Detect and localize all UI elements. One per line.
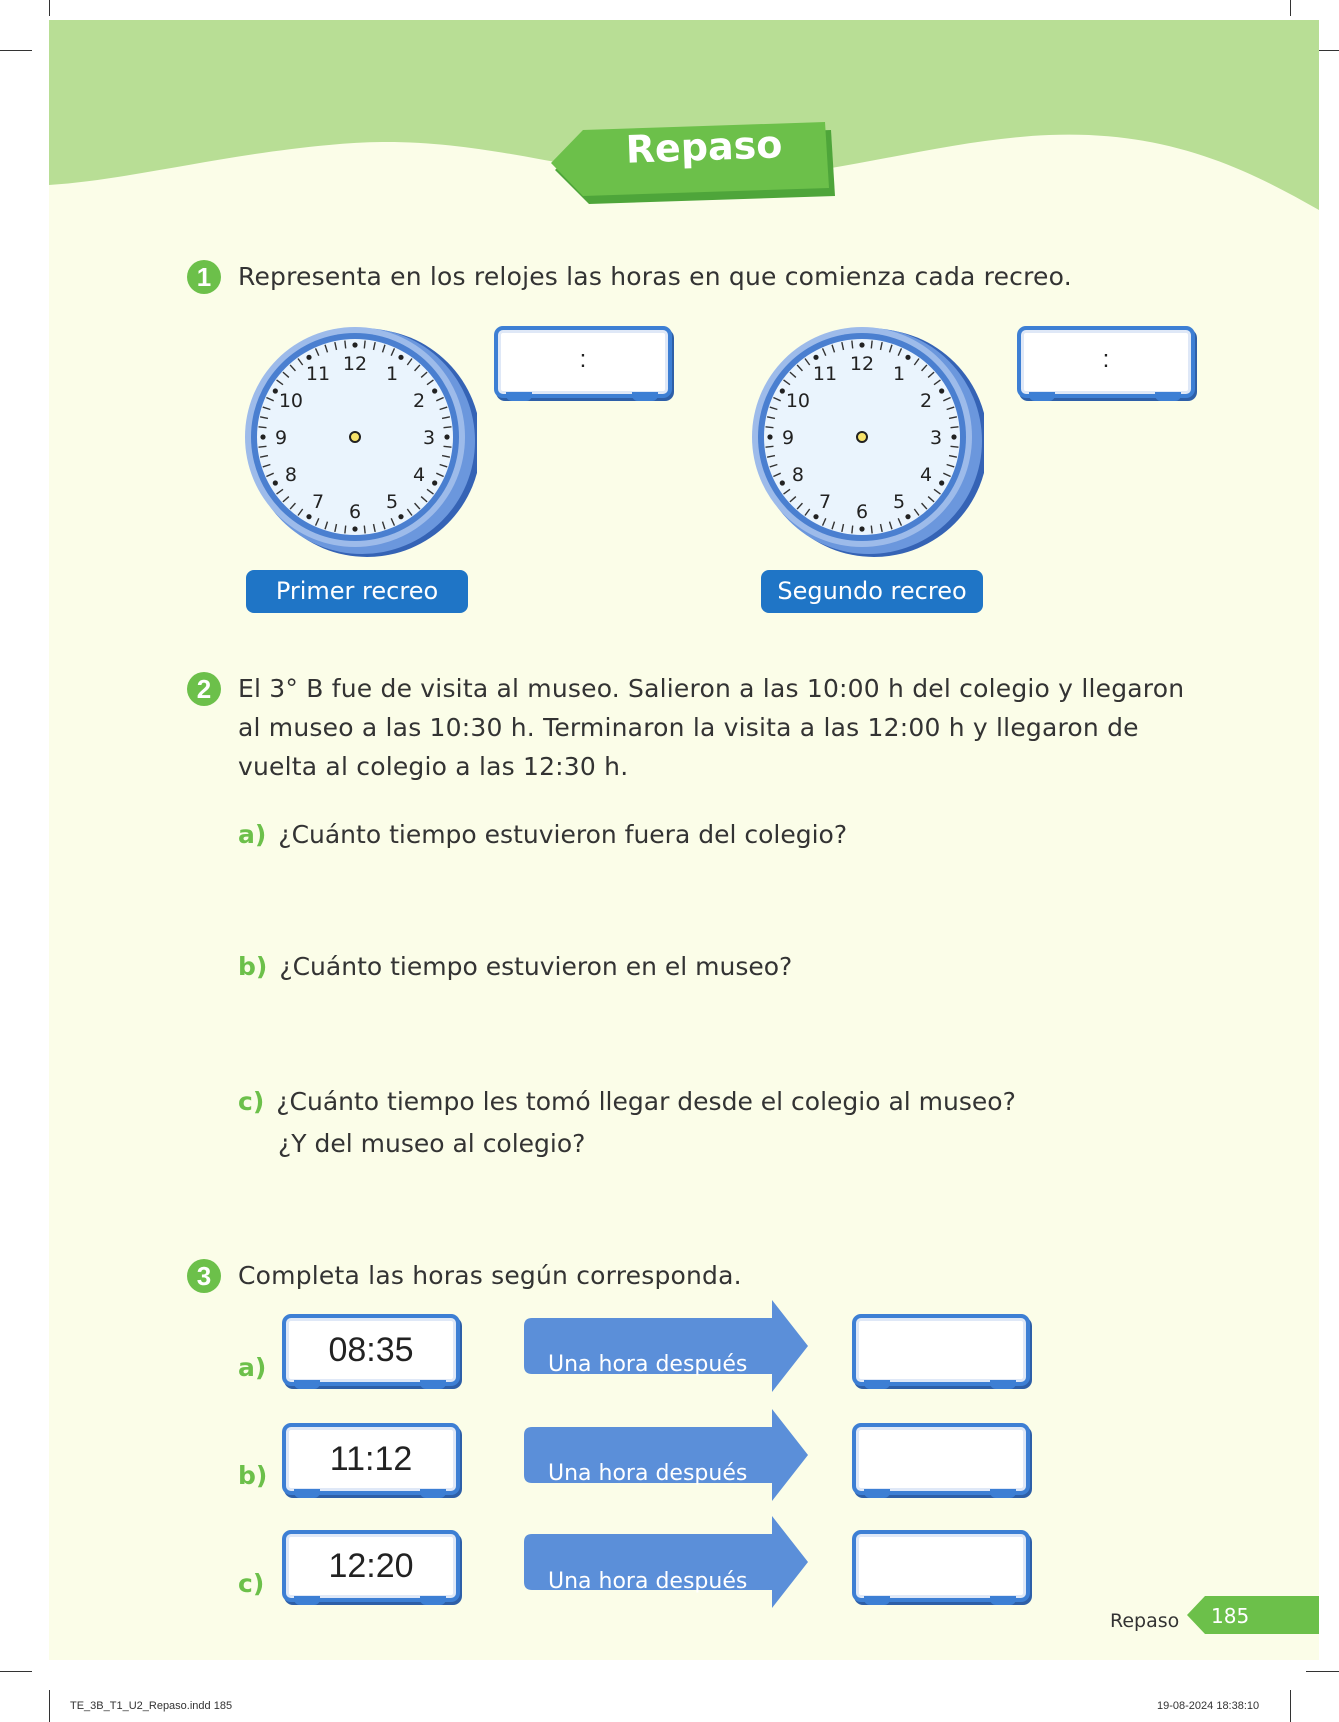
clock-numeral: 8 [284, 464, 297, 486]
digital-clock [282, 1530, 460, 1608]
print-date-info: 19-08-2024 18:38:10 [1157, 1700, 1260, 1712]
answer-value[interactable] [856, 1427, 1026, 1491]
minute-tick [951, 427, 959, 428]
digital-clock-colon: : [1102, 346, 1110, 373]
clock-numeral: 2 [920, 390, 933, 412]
arrow-right [524, 1409, 809, 1501]
crop-mark [0, 1671, 32, 1672]
question-number-badge: 2 [187, 672, 221, 706]
minute-tick [852, 341, 853, 349]
crop-mark [49, 1690, 50, 1722]
hour-dot [260, 434, 265, 439]
subquestion-label: b) [238, 952, 268, 981]
minute-tick [345, 341, 346, 349]
minute-tick [766, 427, 774, 428]
arrow-label: Una hora después [548, 1461, 748, 1486]
page-number: 185 [1211, 1604, 1250, 1628]
analog-clock[interactable] [744, 325, 984, 565]
crop-mark [0, 50, 32, 51]
subquestion-text: ¿Cuánto tiempo les tomó llegar desde el colegio al museo? [276, 1087, 1016, 1116]
minute-tick [852, 526, 853, 534]
segundo-recreo-label: Segundo recreo [761, 570, 983, 613]
clock-numeral: 11 [812, 362, 838, 385]
answer-clock-input[interactable] [852, 1314, 1030, 1392]
subquestion-label: a) [238, 820, 267, 849]
subquestion-label: c) [238, 1087, 265, 1116]
digital-clock [282, 1314, 460, 1392]
hour-dot [859, 526, 864, 531]
hour-dot [398, 355, 403, 360]
crop-mark [1290, 0, 1291, 16]
minute-tick [259, 446, 267, 447]
clock-numeral: 6 [348, 501, 362, 523]
clock-time: 12:20 [328, 1547, 414, 1585]
hour-dot [306, 355, 311, 360]
clock-numeral: 10 [278, 390, 304, 412]
subquestion-text: ¿Y del museo al colegio? [278, 1129, 586, 1158]
clock-numeral: 4 [920, 464, 933, 486]
minute-tick [951, 446, 959, 447]
subquestion-text: ¿Cuánto tiempo estuvieron en el museo? [279, 952, 793, 981]
subquestion-a [238, 814, 847, 856]
hour-dot [398, 514, 403, 519]
question-line: vuelta al colegio a las 12:30 h. [238, 752, 629, 781]
question-text: Completa las horas según corresponda. [238, 1261, 742, 1290]
page-number-tab [1187, 1596, 1319, 1634]
hour-dot [306, 514, 311, 519]
hour-dot [813, 355, 818, 360]
crop-mark [1290, 1690, 1291, 1722]
hour-dot [273, 388, 278, 393]
question-line: al museo a las 10:30 h. Terminaron la visita a las 12:00 h y llegaron de [238, 713, 1139, 742]
minute-tick [871, 341, 872, 349]
clock-numeral: 7 [311, 491, 325, 514]
clock-numeral: 7 [818, 491, 832, 514]
minute-tick [444, 427, 452, 428]
clock-numeral: 2 [413, 390, 426, 412]
arrow-right [524, 1516, 809, 1608]
subquestion-b [238, 946, 792, 988]
page [49, 20, 1319, 1660]
footer-section-label: Repaso [1110, 1610, 1180, 1632]
arrow-label: Una hora después [548, 1569, 748, 1594]
clock-numeral: 1 [385, 362, 399, 385]
digital-clock-colon: : [579, 346, 587, 373]
clock-numeral: 6 [855, 501, 869, 523]
answer-value[interactable] [856, 1534, 1026, 1598]
row-label: c) [238, 1569, 265, 1598]
clock-numeral: 3 [422, 427, 436, 449]
hour-dot [444, 434, 449, 439]
hour-dot [859, 342, 864, 347]
hour-dot [939, 388, 944, 393]
arrow-right [524, 1300, 809, 1392]
clock-numeral: 3 [929, 427, 943, 449]
hour-dot [905, 514, 910, 519]
hour-dot [939, 480, 944, 485]
hour-dot [813, 514, 818, 519]
minute-tick [871, 526, 872, 534]
page-title: Repaso [624, 122, 784, 172]
hour-dot [767, 434, 772, 439]
minute-tick [364, 341, 365, 349]
clock-time: 08:35 [328, 1331, 414, 1369]
clock-time: 11:12 [329, 1440, 413, 1478]
hour-dot [432, 388, 437, 393]
clock-numeral: 8 [791, 464, 804, 486]
subquestion-text: ¿Cuánto tiempo estuvieron fuera del colegio? [278, 820, 848, 849]
minute-tick [345, 526, 346, 534]
question-number-badge: 1 [187, 260, 221, 294]
hour-dot [352, 526, 357, 531]
minute-tick [444, 446, 452, 447]
hour-dot [432, 480, 437, 485]
row-label: b) [238, 1461, 268, 1490]
print-file-info: TE_3B_T1_U2_Repaso.indd 185 [70, 1700, 233, 1712]
digital-clock [282, 1423, 460, 1501]
question-line: El 3° B fue de visita al museo. Salieron a las 10:00 h del colegio y llegaron [238, 674, 1185, 703]
hour-dot [780, 388, 785, 393]
answer-value[interactable] [856, 1318, 1026, 1382]
minute-tick [766, 446, 774, 447]
clock-numeral: 12 [342, 353, 368, 375]
hour-dot [905, 355, 910, 360]
minute-tick [364, 526, 365, 534]
question-text: Representa en los relojes las horas en que comienza cada recreo. [238, 262, 1072, 291]
clock-numeral: 9 [781, 427, 795, 449]
digital-clock-input[interactable] [494, 326, 672, 404]
digital-clock-input[interactable] [1017, 326, 1195, 404]
answer-clock-input[interactable] [852, 1530, 1030, 1608]
minute-tick [259, 427, 267, 428]
crop-mark [49, 0, 50, 16]
hour-dot [780, 480, 785, 485]
clock-numeral: 9 [274, 427, 288, 449]
hour-dot [273, 480, 278, 485]
clock-numeral: 4 [413, 464, 426, 486]
hour-dot [951, 434, 956, 439]
question-number-badge: 3 [187, 1259, 221, 1293]
clock-numeral: 12 [849, 353, 875, 375]
answer-clock-input[interactable] [852, 1423, 1030, 1501]
clock-numeral: 5 [385, 491, 399, 514]
clock-numeral: 1 [892, 362, 906, 385]
subquestion-c [238, 1081, 1016, 1123]
clock-numeral: 10 [785, 390, 811, 412]
arrow-label: Una hora después [548, 1352, 748, 1377]
clock-numeral: 11 [305, 362, 331, 385]
hour-dot [352, 342, 357, 347]
row-label: a) [238, 1353, 267, 1382]
crop-mark [1306, 1671, 1339, 1672]
clock-numeral: 5 [892, 491, 906, 514]
primer-recreo-label: Primer recreo [246, 570, 468, 613]
analog-clock[interactable] [237, 325, 477, 565]
